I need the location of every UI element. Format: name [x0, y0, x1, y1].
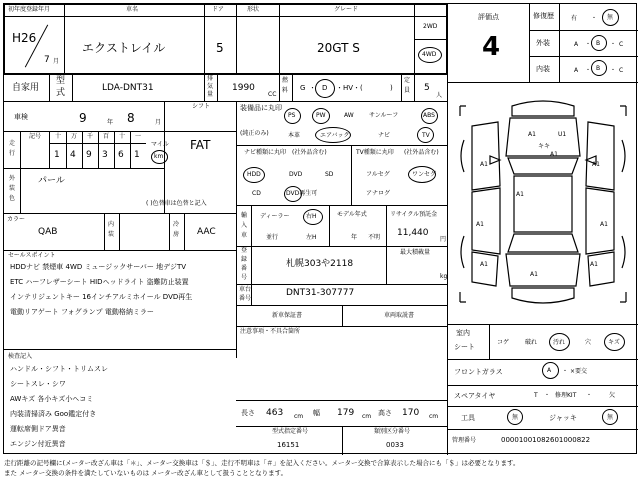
mileage-header-4: 十 — [119, 133, 126, 140]
equip-leather: 本革 — [288, 132, 301, 139]
cold-label-2: 房 — [173, 231, 180, 238]
mileage-digit-3: 3 — [102, 150, 108, 160]
type-label-1: 型 — [56, 76, 66, 86]
ext-dot-2: ・ — [610, 41, 617, 48]
inspection-month-unit: 月 — [155, 119, 162, 126]
equip-tv: TV — [422, 132, 430, 139]
damage-mark: A1 — [530, 271, 538, 278]
inspector-note-line: シートスレ・シワ — [10, 380, 66, 388]
chassis-label-1: 車台 — [239, 286, 252, 293]
inspector-note-line: AWキズ 各小キズ小ヘコミ — [10, 395, 94, 403]
mileage-digit-0: 1 — [54, 150, 60, 160]
interior-cond-label-1: 室内 — [456, 329, 470, 337]
height-value: 170 — [402, 408, 420, 418]
inspection-month: 8 — [127, 111, 135, 125]
int-b: B — [596, 65, 601, 72]
model-year-label: モデル年式 — [337, 211, 367, 218]
damage-mark: A1 — [550, 151, 558, 158]
selling-point-line: HDDナビ 禁煙車 4WD ミュージックサーバー 地デジTV — [10, 263, 187, 271]
spare-none: 欠 — [609, 392, 616, 399]
grade-label: グレード — [334, 6, 359, 13]
navi-dvd: DVD — [289, 171, 303, 178]
damage-mark: A1 — [476, 221, 484, 228]
import-dealer: ディーラー — [260, 213, 290, 220]
int-dot-1: ・ — [585, 67, 592, 74]
glass-swap: ×要交 — [570, 368, 588, 375]
model-year-unit: 年 — [351, 234, 358, 241]
tv-analog: アナログ — [366, 190, 391, 197]
use-type: 自家用 — [12, 83, 40, 93]
interior-tear: 破れ — [525, 339, 538, 346]
door-label: ドア — [212, 6, 224, 13]
selling-point-line: インテリジェントキー 16インチアルミホイール DVD再生 — [10, 293, 193, 301]
mileage-digit-2: 9 — [86, 150, 92, 160]
mile-label: マイル — [151, 141, 169, 148]
chassis-label-2: 番号 — [239, 295, 252, 302]
damage-mark: U1 — [558, 131, 567, 138]
mileage-digit-4: 6 — [118, 150, 124, 160]
width-label: 幅 — [313, 409, 320, 417]
footer-note-1: 走行距離の記号欄に(メーター改ざん車は「＊」、メーター交換車は「＄」、走行不明車は「＃」を記入ください。メーター交換で合算表示した場合にも「＄」は必要となります。 — [4, 459, 520, 467]
mileage-label-1: 走 — [9, 140, 16, 147]
fuel-dot-1: ・ — [309, 84, 316, 92]
mgmt-label: 管理番号 — [452, 437, 477, 444]
first-reg-month: 7 — [44, 55, 50, 65]
jack-none: 無 — [607, 414, 614, 421]
spare-label: スペアタイヤ — [454, 392, 496, 400]
interior-scratch: キズ — [608, 339, 620, 346]
int-label: 内装 — [536, 65, 550, 73]
km-label: km — [154, 153, 164, 160]
cap-label-1: 定 — [404, 77, 411, 84]
interior-dirt: 汚れ — [553, 339, 566, 346]
type-label-2: 式 — [56, 88, 66, 98]
disp-label-3: 量 — [207, 91, 214, 98]
capacity: 5 — [424, 83, 430, 93]
interior-hole: 穴 — [585, 339, 592, 346]
length-label: 長さ — [241, 409, 255, 417]
tv-label: TV種類に丸印 — [356, 149, 394, 156]
cold-label-1: 冷 — [173, 221, 180, 228]
reg-label-2: 録 — [241, 256, 248, 263]
interior-burn: コゲ — [497, 339, 510, 346]
owner-manual: 車両取説書 — [384, 312, 415, 319]
navi-dvd-play: DVD再生可 — [286, 190, 318, 197]
equip-pw: PW — [316, 112, 326, 119]
int-dot-2: ・ — [610, 67, 617, 74]
chassis-number: DNT31-307777 — [286, 288, 355, 298]
tv-sub: (社外品含む) — [404, 149, 439, 156]
color-code-label: カラー — [7, 216, 26, 223]
int-c: C — [619, 67, 624, 74]
grade-value: 20GT S — [317, 41, 360, 55]
equip-airbag: エアバック — [320, 132, 350, 139]
ext-c: C — [619, 41, 624, 48]
import-label-1: 輸 — [241, 212, 248, 219]
navi-cd: CD — [252, 190, 261, 197]
model-code: LDA-DNT31 — [102, 83, 154, 93]
repair-label: 修復歴 — [533, 12, 554, 20]
inspector-note-line: 内装清掃済み Goo鑑定付き — [10, 410, 97, 418]
tv-oneseg: ワンセグ — [412, 171, 437, 178]
fuel-dot-2: ・ — [336, 84, 343, 92]
damage-mark: A1 — [592, 161, 600, 168]
ext-a: A — [574, 41, 579, 48]
inspection-year: 9 — [79, 111, 87, 125]
height-cm: cm — [429, 413, 439, 420]
inspection-year-unit: 年 — [107, 119, 114, 126]
equip-abs: ABS — [423, 112, 435, 119]
navi-sub: (社外品含む) — [292, 149, 327, 156]
first-reg-label: 初年度登録年月 — [8, 6, 51, 13]
equip-aw: AW — [344, 112, 354, 119]
color-note: ( )色替車は色替と記入 — [146, 200, 207, 207]
equip-navi: ナビ — [378, 132, 391, 139]
interior-label-2: 装 — [108, 231, 115, 238]
tools-label: 工具 — [461, 414, 475, 422]
inspection-label: 車検 — [14, 113, 28, 121]
inspector-note-line: 運転席側ドア異音 — [10, 425, 66, 433]
disp-label-1: 排 — [207, 75, 214, 82]
score-label: 評価点 — [478, 13, 499, 21]
damage-mark: A1 — [516, 191, 524, 198]
color-label-3: 色 — [9, 195, 16, 202]
spare-t: T — [534, 392, 538, 399]
name-label: 車名 — [126, 6, 139, 13]
color-value: パール — [38, 176, 65, 186]
navi-hdd: HDD — [247, 171, 261, 178]
mileage-header-3: 百 — [103, 133, 110, 140]
equipment-sublabel: (純正のみ) — [240, 130, 269, 137]
inspector-note-line: ハンドル・シフト・トリムスレ — [10, 365, 108, 373]
header-row — [4, 4, 447, 74]
import-label-3: 車 — [241, 232, 248, 239]
fuel-hv-close: ) — [390, 84, 393, 92]
mgmt-number: 00001001082601000822 — [501, 436, 591, 444]
repair-dot: ・ — [591, 15, 598, 22]
mileage-header-5: 一 — [135, 133, 142, 140]
displacement: 1990 — [232, 83, 255, 93]
reg-label-4: 号 — [241, 274, 248, 281]
length-value: 463 — [266, 408, 284, 418]
cc-unit: CC — [268, 91, 277, 98]
recycle-label: リサイクル預託金 — [390, 211, 438, 218]
spare-kit: 修理KIT — [555, 392, 577, 399]
fuel-g: G — [300, 84, 306, 92]
ext-b: B — [596, 40, 601, 47]
color-code: QAB — [38, 227, 58, 237]
door-count: 5 — [216, 41, 224, 55]
interior-cond-label-2: シート — [454, 343, 475, 351]
fuel-label-1: 燃 — [282, 77, 289, 84]
equipment-label: 装備品に丸印 — [240, 104, 282, 112]
footer-note-2: また メーター交換の条件を満たしていないものは メーター改ざん車として扱うこととなります。 — [4, 469, 288, 477]
class-no: 0033 — [386, 441, 404, 449]
damage-mark: A1 — [480, 261, 488, 268]
disp-label-2: 気 — [207, 83, 214, 90]
mileage-digit-1: 4 — [70, 150, 76, 160]
month-unit: 月 — [53, 58, 60, 65]
recycle-yen: 円 — [440, 236, 447, 243]
mileage-header-1: 万 — [71, 133, 78, 140]
first-reg-year: H26 — [12, 31, 37, 45]
recycle-value: 11,440 — [397, 228, 429, 238]
drive-2wd: 2WD — [423, 23, 438, 30]
selling-point-line: 電動リアゲート フォグランプ 電動格納ミラー — [10, 308, 154, 316]
mileage-label-2: 行 — [9, 150, 16, 157]
vehicle-condition-sheet — [3, 3, 637, 454]
new-car-warranty: 新車保証書 — [272, 312, 303, 319]
tools-none: 無 — [512, 414, 519, 421]
capacity-unit: 人 — [436, 92, 443, 99]
cold-value: AAC — [197, 227, 216, 237]
fuel-label-2: 料 — [282, 87, 289, 94]
import-right: 右H — [306, 213, 317, 220]
caution-label: 注意事項・不具合箇所 — [240, 328, 301, 335]
height-label: 高さ — [378, 409, 392, 417]
damage-mark: キキ — [538, 143, 551, 150]
cap-label-2: 員 — [404, 87, 411, 94]
repair-no: 無 — [607, 14, 614, 21]
spare-dot-2: ・ — [586, 392, 593, 399]
score-value: 4 — [482, 32, 501, 62]
interior-label-1: 内 — [108, 221, 115, 228]
reg-label-1: 登 — [241, 247, 248, 254]
width-cm: cm — [362, 413, 372, 420]
selling-points-label: セールスポイント — [8, 252, 56, 259]
model-no: 16151 — [277, 441, 300, 449]
car-body-diagram — [450, 86, 636, 322]
selling-point-line: ETC ハーフレザーシート HIDヘッドライト 盗難防止装置 — [10, 278, 189, 286]
max-load-kg: kg — [440, 273, 448, 280]
import-left: 左H — [306, 234, 317, 241]
int-a: A — [574, 67, 579, 74]
repair-yes: 有 — [571, 15, 578, 22]
tv-fullseg: フルセグ — [366, 171, 390, 178]
drive-4wd: 4WD — [422, 51, 437, 58]
ext-label: 外装 — [536, 39, 550, 47]
import-label-2: 入 — [241, 222, 248, 229]
width-value: 179 — [337, 408, 355, 418]
damage-mark: A1 — [600, 221, 608, 228]
mileage-note-label: 記号 — [29, 133, 42, 140]
inspector-note-line: エンジン付近異音 — [10, 440, 66, 448]
mileage-header-0: 十 — [55, 133, 62, 140]
import-parallel: 並行 — [266, 234, 279, 241]
glass-a: A — [547, 367, 552, 374]
shift-label: シフト — [192, 103, 211, 110]
inspector-label: 検査記入 — [8, 353, 33, 360]
model-no-label: 型式指定番号 — [272, 428, 309, 435]
glass-dot: ・ — [562, 368, 569, 375]
jack-label: ジャッキ — [549, 414, 577, 422]
length-cm: cm — [294, 413, 304, 420]
class-no-label: 類別区分番号 — [374, 428, 411, 435]
registration-number: 札幌303や2118 — [286, 259, 354, 269]
damage-mark: A1 — [480, 161, 488, 168]
model-year-unknown: 不明 — [368, 234, 381, 241]
shift-value: FAT — [190, 138, 211, 152]
color-label-2: 装 — [9, 185, 16, 192]
damage-mark: A1 — [528, 131, 536, 138]
navi-label: ナビ種類に丸印 — [244, 149, 287, 156]
equip-ps: PS — [288, 112, 296, 119]
mileage-header-2: 千 — [87, 133, 94, 140]
mileage-digit-5: 1 — [134, 150, 140, 160]
damage-mark: A1 — [590, 261, 598, 268]
spare-dot-1: ・ — [544, 392, 551, 399]
navi-sd: SD — [325, 171, 334, 178]
reg-label-3: 番 — [241, 265, 248, 272]
color-label-1: 外 — [9, 175, 16, 182]
max-load-label: 最大積載量 — [400, 249, 431, 256]
equip-sunroof: サンルーフ — [369, 112, 399, 119]
fuel-hv: HV・( — [343, 84, 363, 92]
fuel-d: D — [322, 84, 328, 92]
glass-label: フロントガラス — [454, 368, 503, 376]
shape-label: 形状 — [247, 6, 260, 13]
car-name: エクストレイル — [82, 41, 166, 55]
ext-dot-1: ・ — [585, 41, 592, 48]
